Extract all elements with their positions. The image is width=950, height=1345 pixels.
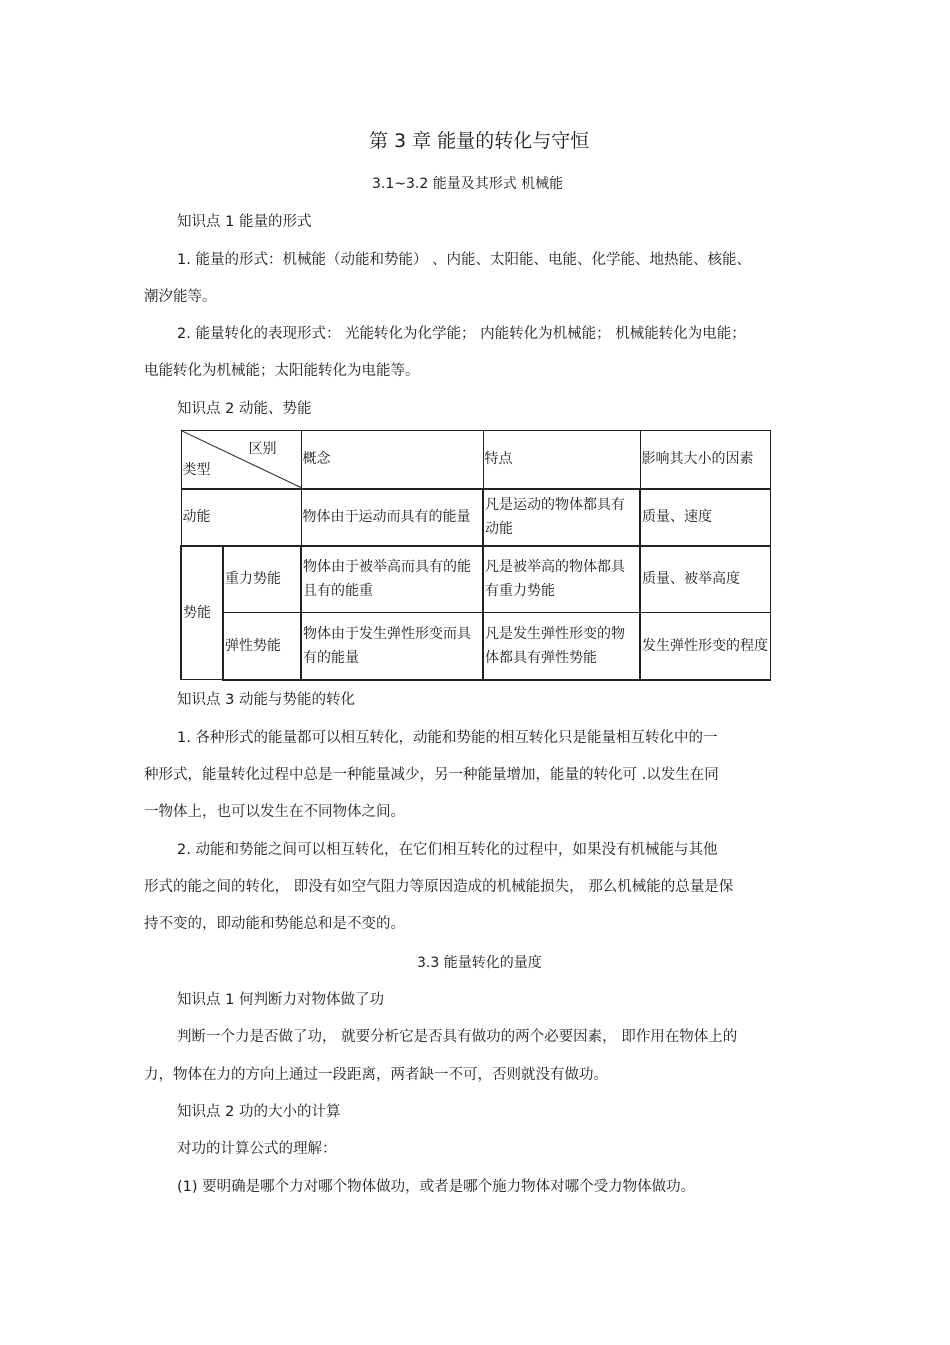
paragraph-line: 种形式，能量转化过程中总是一种能量减少，另一种能量增加，能量的转化可 .以发生在同: [144, 767, 719, 783]
energy-types-table: [180, 430, 771, 681]
row-type-gravity: 重力势能: [223, 546, 301, 613]
section-heading: 3.1~3.2 能量及其形式 机械能: [372, 176, 564, 192]
paragraph-line: (1) 要明确是哪个力对哪个物体做功，或者是哪个施力物体对哪个受力物体做功。: [177, 1179, 696, 1195]
paragraph-line: 对功的计算公式的理解：: [177, 1141, 337, 1157]
cell-feature: 凡是被举高的物体都具有重力势能: [483, 546, 640, 613]
chapter-title: 第 3 章 能量的转化与守恒: [369, 130, 590, 152]
paragraph-line: 力，物体在力的方向上通过一段距离，两者缺一不可，否则就没有做功。: [144, 1067, 608, 1083]
paragraph-line: 形式的能之间的转化， 即没有如空气阻力等原因造成的机械能损失， 那么机械能的总量是保: [144, 879, 734, 895]
header-feature: 特点: [483, 431, 640, 489]
paragraph-line: 2. 能量转化的表现形式： 光能转化为化学能； 内能转化为机械能； 机械能转化为电能；: [177, 326, 746, 342]
knowledge-point-heading: 知识点 1 能量的形式: [177, 214, 312, 230]
knowledge-point-heading: 知识点 2 功的大小的计算: [177, 1104, 341, 1120]
section-heading: 3.3 能量转化的量度: [417, 955, 542, 971]
knowledge-point-heading: 知识点 1 何判断力对物体做了功: [177, 992, 384, 1008]
table-corner-cell: [181, 431, 301, 489]
row-type-elastic: 弹性势能: [223, 613, 301, 680]
cell-feature: 凡是运动的物体都具有动能: [483, 489, 640, 546]
corner-label-bottom: 类型: [182, 461, 211, 478]
corner-label-top: 区别: [248, 441, 277, 457]
cell-factors: 发生弹性形变的程度: [640, 613, 770, 680]
cell-concept: 物体由于运动而具有的能量: [301, 489, 483, 546]
paragraph-line: 电能转化为机械能；太阳能转化为电能等。: [144, 363, 420, 379]
cell-concept: 物体由于被举高而具有的能且有的能重: [301, 546, 483, 613]
paragraph-line: 一物体上，也可以发生在不同物体之间。: [144, 804, 405, 820]
paragraph-line: 持不变的，即动能和势能总和是不变的。: [144, 916, 405, 932]
cell-feature: 凡是发生弹性形变的物体都具有弹性势能: [483, 613, 640, 680]
cell-factors: 质量、被举高度: [640, 546, 770, 613]
cell-concept: 物体由于发生弹性形变而具有的能量: [301, 613, 483, 680]
row-type-kinetic: 动能: [181, 489, 301, 546]
header-concept: 概念: [301, 431, 483, 489]
knowledge-point-heading: 知识点 3 动能与势能的转化: [177, 692, 355, 708]
row-type-potential: 势能: [181, 546, 223, 680]
paragraph-line: 1. 能量的形式：机械能（动能和势能） 、内能、太阳能、电能、化学能、地热能、核能、: [177, 252, 752, 268]
paragraph-line: 1. 各种形式的能量都可以相互转化，动能和势能的相互转化只是能量相互转化中的一: [177, 730, 718, 746]
paragraph-line: 潮汐能等。: [144, 289, 217, 305]
knowledge-point-heading: 知识点 2 动能、势能: [177, 401, 312, 417]
paragraph-line: 2. 动能和势能之间可以相互转化，在它们相互转化的过程中，如果没有机械能与其他: [177, 842, 718, 858]
header-factors: 影响其大小的因素: [640, 431, 770, 489]
paragraph-line: 判断一个力是否做了功， 就要分析它是否具有做功的两个必要因素， 即作用在物体上的: [177, 1029, 738, 1045]
cell-factors: 质量、速度: [640, 489, 770, 546]
